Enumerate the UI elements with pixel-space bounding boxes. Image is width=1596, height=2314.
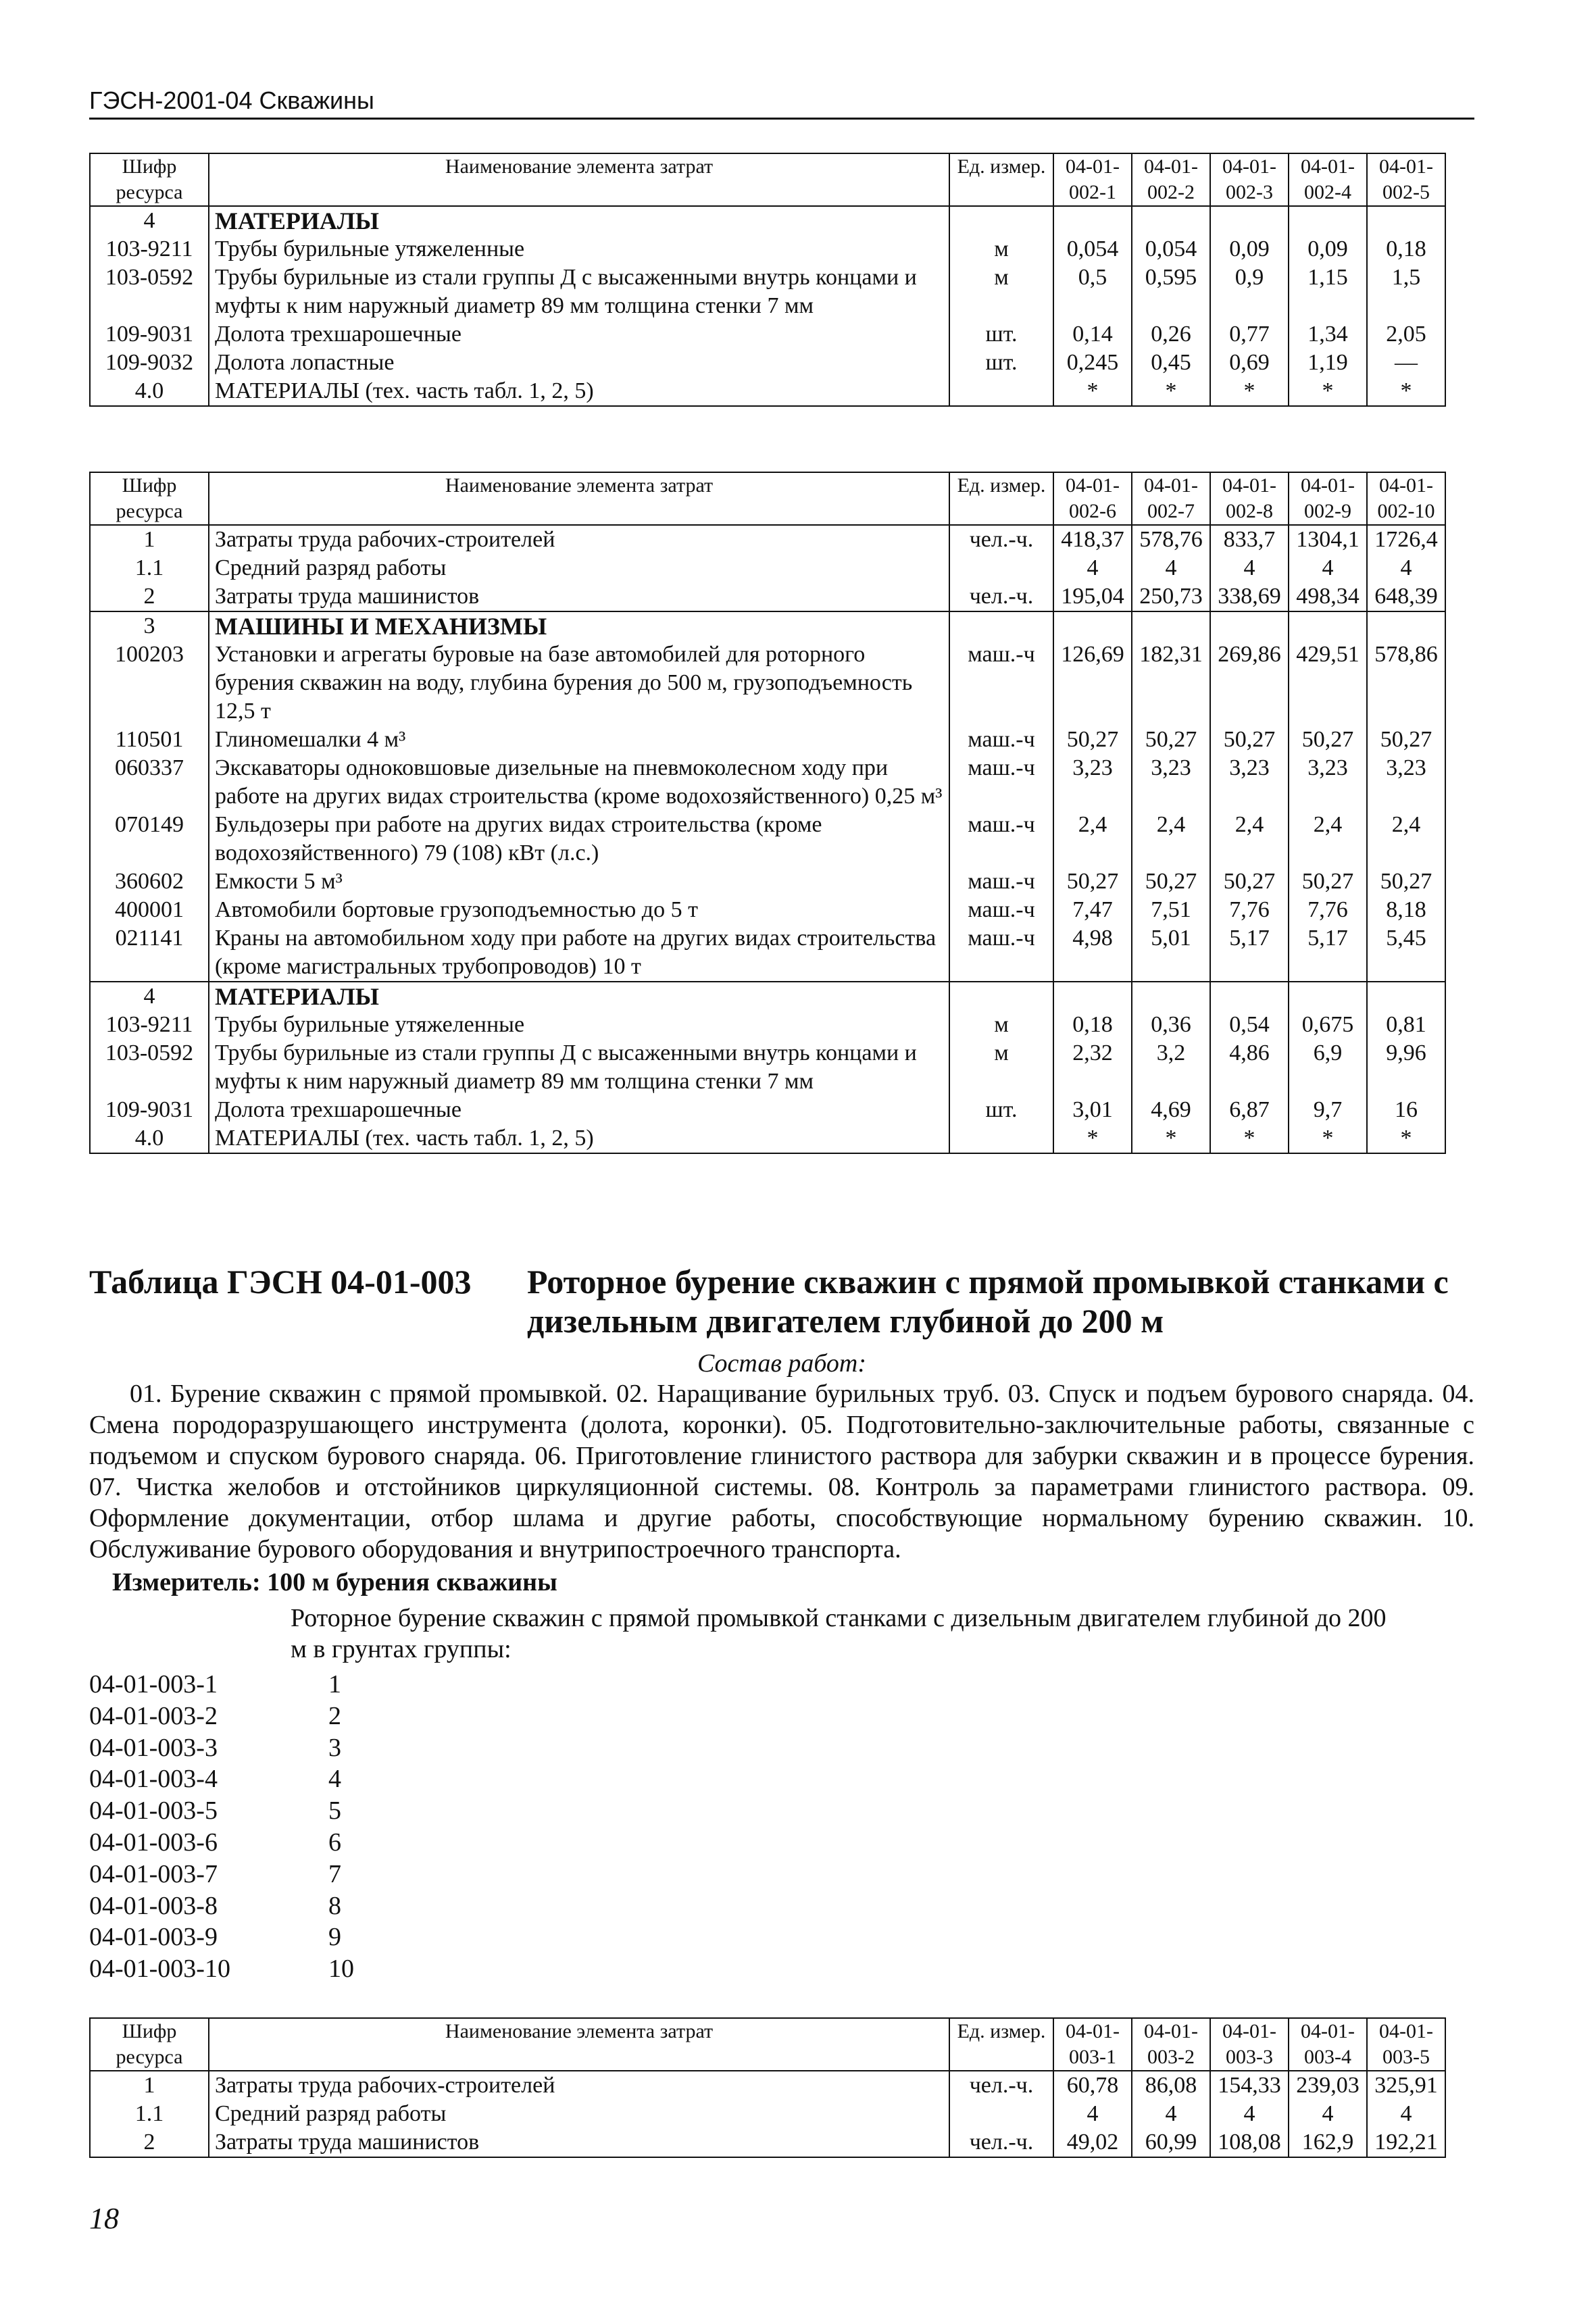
resource-name: Долота трехшарошечные bbox=[209, 1096, 949, 1124]
value-cell: * bbox=[1132, 1124, 1210, 1153]
value-cell: * bbox=[1132, 377, 1210, 406]
resource-code: 103-0592 bbox=[90, 263, 209, 320]
resource-name: МАШИНЫ И МЕХАНИЗМЫ bbox=[209, 611, 949, 640]
col-header-code: Шифр ресурса bbox=[90, 153, 209, 206]
norm-code: 04-01-003-2 bbox=[89, 1701, 218, 1730]
col-header-norm: 04-01-003-2 bbox=[1132, 2018, 1210, 2071]
resource-code: 3 bbox=[90, 611, 209, 640]
soil-group: 7 bbox=[328, 1859, 341, 1888]
value-cell: 5,01 bbox=[1132, 924, 1210, 982]
value-cell: 50,27 bbox=[1210, 726, 1289, 754]
value-cell bbox=[1053, 206, 1132, 235]
value-cell bbox=[1053, 611, 1132, 640]
col-header-norm: 04-01-002-10 bbox=[1367, 472, 1445, 525]
unit-cell: шт. bbox=[949, 349, 1053, 377]
unit-cell: маш.-ч bbox=[949, 811, 1053, 867]
resource-code: 103-9211 bbox=[90, 235, 209, 263]
value-cell bbox=[1289, 206, 1367, 235]
value-cell: 3,01 bbox=[1053, 1096, 1132, 1124]
value-cell: 195,04 bbox=[1053, 582, 1132, 611]
value-cell: 325,91 bbox=[1367, 2071, 1445, 2100]
unit-cell: маш.-ч bbox=[949, 924, 1053, 982]
value-cell: 16 bbox=[1367, 1096, 1445, 1124]
col-header-norm: 04-01-002-2 bbox=[1132, 153, 1210, 206]
work-composition-text: 01. Бурение скважин с прямой промывкой. 02. Наращивание бурильных труб. 03. Спуск и подъем бурового снаряда. 04. Смена породоразрушающего инструмента (долота, коронки). 05. Подготовительно-заключительные работы, связанные с подъемом и спуском бурового снаряда. 06. Приготовление глинистого раствора для забурки скважин и в процессе бурения. 07. Чистка желобов и отстойников циркуляционной системы. 08. Контроль за параметрами глинистого раствора. 09. Оформление документации, отбор шлама и другие работы, способствующие нормальному бурению скважин. 10. Обслуживание бурового оборудования и внутрипостроечного транспорта. bbox=[89, 1380, 1474, 1563]
col-header-norm: 04-01-002-8 bbox=[1210, 472, 1289, 525]
value-cell: 0,45 bbox=[1132, 349, 1210, 377]
resource-name: Трубы бурильные из стали группы Д с высаженными внутрь концами и муфты к ним наружный диаметр 89 мм толщина стенки 7 мм bbox=[209, 1039, 949, 1096]
value-cell: 0,5 bbox=[1053, 263, 1132, 320]
value-cell: 0,14 bbox=[1053, 320, 1132, 349]
col-header-norm: 04-01-003-3 bbox=[1210, 2018, 1289, 2071]
code-list-item bbox=[89, 1859, 354, 1890]
soil-group: 5 bbox=[328, 1796, 341, 1826]
value-cell: 6,9 bbox=[1289, 1039, 1367, 1096]
col-header-unit: Ед. измер. bbox=[949, 2018, 1053, 2071]
value-cell: 1,34 bbox=[1289, 320, 1367, 349]
resource-code: 1.1 bbox=[90, 2100, 209, 2128]
resource-code: 103-9211 bbox=[90, 1011, 209, 1039]
soil-group: 6 bbox=[328, 1828, 341, 1857]
resource-name: Емкости 5 м³ bbox=[209, 867, 949, 896]
soil-group: 2 bbox=[328, 1701, 341, 1730]
norm-code: 04-01-003-3 bbox=[89, 1733, 218, 1762]
value-cell bbox=[1132, 611, 1210, 640]
value-cell: 498,34 bbox=[1289, 582, 1367, 611]
col-header-norm: 04-01-002-6 bbox=[1053, 472, 1132, 525]
value-cell bbox=[1289, 611, 1367, 640]
unit-cell: маш.-ч bbox=[949, 726, 1053, 754]
value-cell: 239,03 bbox=[1289, 2071, 1367, 2100]
value-cell: * bbox=[1367, 1124, 1445, 1153]
unit-cell: маш.-ч bbox=[949, 867, 1053, 896]
value-cell bbox=[1367, 982, 1445, 1011]
col-header-norm: 04-01-002-5 bbox=[1367, 153, 1445, 206]
soil-group: 3 bbox=[328, 1733, 341, 1762]
col-header-code: Шифр ресурса bbox=[90, 472, 209, 525]
value-cell: 648,39 bbox=[1367, 582, 1445, 611]
value-cell: 0,26 bbox=[1132, 320, 1210, 349]
meter-line bbox=[112, 1567, 557, 1597]
resource-name: Долота лопастные bbox=[209, 349, 949, 377]
code-list-item bbox=[89, 1732, 354, 1764]
value-cell: 4 bbox=[1053, 554, 1132, 582]
resource-code: 400001 bbox=[90, 896, 209, 924]
table-row bbox=[90, 2071, 1445, 2100]
value-cell: 108,08 bbox=[1210, 2128, 1289, 2157]
value-cell: 5,17 bbox=[1210, 924, 1289, 982]
resource-name: МАТЕРИАЛЫ bbox=[209, 982, 949, 1011]
resource-code: 4 bbox=[90, 206, 209, 235]
resource-table-002-6-10 bbox=[89, 472, 1446, 1154]
unit-cell bbox=[949, 982, 1053, 1011]
value-cell: 50,27 bbox=[1132, 867, 1210, 896]
resource-name: Трубы бурильные утяжеленные bbox=[209, 235, 949, 263]
value-cell: 7,51 bbox=[1132, 896, 1210, 924]
table-row bbox=[90, 235, 1445, 263]
table-row bbox=[90, 867, 1445, 896]
table-row bbox=[90, 377, 1445, 406]
norm-code: 04-01-003-7 bbox=[89, 1859, 218, 1888]
value-cell: 2,32 bbox=[1053, 1039, 1132, 1096]
resource-name: Глиномешалки 4 м³ bbox=[209, 726, 949, 754]
col-header-name: Наименование элемента затрат bbox=[209, 472, 949, 525]
value-cell: 4 bbox=[1210, 554, 1289, 582]
resource-code: 109-9032 bbox=[90, 349, 209, 377]
unit-cell: шт. bbox=[949, 1096, 1053, 1124]
value-cell: 2,05 bbox=[1367, 320, 1445, 349]
unit-cell: чел.-ч. bbox=[949, 525, 1053, 554]
resource-code: 4 bbox=[90, 982, 209, 1011]
unit-cell bbox=[949, 554, 1053, 582]
table-row bbox=[90, 1124, 1445, 1153]
value-cell: 4 bbox=[1367, 2100, 1445, 2128]
value-cell: 429,51 bbox=[1289, 640, 1367, 726]
value-cell: 1,5 bbox=[1367, 263, 1445, 320]
value-cell: * bbox=[1210, 377, 1289, 406]
resource-code: 103-0592 bbox=[90, 1039, 209, 1096]
norm-code: 04-01-003-8 bbox=[89, 1891, 218, 1920]
value-cell: 3,2 bbox=[1132, 1039, 1210, 1096]
value-cell: 4 bbox=[1132, 2100, 1210, 2128]
value-cell: 2,4 bbox=[1210, 811, 1289, 867]
resource-name: Средний разряд работы bbox=[209, 2100, 949, 2128]
value-cell: 4 bbox=[1367, 554, 1445, 582]
table-row bbox=[90, 896, 1445, 924]
unit-cell: м bbox=[949, 235, 1053, 263]
code-list-item bbox=[89, 1701, 354, 1732]
col-header-norm: 04-01-002-3 bbox=[1210, 153, 1289, 206]
col-header-norm: 04-01-002-9 bbox=[1289, 472, 1367, 525]
value-cell: 192,21 bbox=[1367, 2128, 1445, 2157]
resource-name: МАТЕРИАЛЫ bbox=[209, 206, 949, 235]
value-cell: 0,09 bbox=[1289, 235, 1367, 263]
value-cell: 0,054 bbox=[1053, 235, 1132, 263]
meter-value: 100 м бурения скважины bbox=[267, 1568, 557, 1596]
value-cell: 2,4 bbox=[1053, 811, 1132, 867]
table-row bbox=[90, 982, 1445, 1011]
resource-name: Автомобили бортовые грузоподъемностью до 5 т bbox=[209, 896, 949, 924]
col-header-unit: Ед. измер. bbox=[949, 153, 1053, 206]
value-cell: 126,69 bbox=[1053, 640, 1132, 726]
value-cell: 4 bbox=[1210, 2100, 1289, 2128]
value-cell: 50,27 bbox=[1289, 867, 1367, 896]
col-header-name: Наименование элемента затрат bbox=[209, 153, 949, 206]
value-cell: 162,9 bbox=[1289, 2128, 1367, 2157]
value-cell: 9,7 bbox=[1289, 1096, 1367, 1124]
soil-group: 8 bbox=[328, 1891, 341, 1920]
value-cell: 0,77 bbox=[1210, 320, 1289, 349]
code-list-item bbox=[89, 1669, 354, 1701]
col-header-norm: 04-01-002-7 bbox=[1132, 472, 1210, 525]
value-cell: 1,15 bbox=[1289, 263, 1367, 320]
table-header-row bbox=[90, 153, 1445, 206]
value-cell: 60,78 bbox=[1053, 2071, 1132, 2100]
table-row bbox=[90, 1011, 1445, 1039]
resource-code: 110501 bbox=[90, 726, 209, 754]
code-list-item bbox=[89, 1795, 354, 1827]
value-cell bbox=[1132, 206, 1210, 235]
table-row bbox=[90, 924, 1445, 982]
table-header-row bbox=[90, 472, 1445, 525]
value-cell: 2,4 bbox=[1289, 811, 1367, 867]
value-cell: 0,54 bbox=[1210, 1011, 1289, 1039]
value-cell bbox=[1289, 982, 1367, 1011]
resource-code: 360602 bbox=[90, 867, 209, 896]
value-cell: 4,86 bbox=[1210, 1039, 1289, 1096]
table-row bbox=[90, 640, 1445, 726]
resource-name: Затраты труда рабочих-строителей bbox=[209, 2071, 949, 2100]
value-cell: 50,27 bbox=[1289, 726, 1367, 754]
table-row bbox=[90, 582, 1445, 611]
col-header-name: Наименование элемента затрат bbox=[209, 2018, 949, 2071]
value-cell: 0,36 bbox=[1132, 1011, 1210, 1039]
value-cell: 578,86 bbox=[1367, 640, 1445, 726]
resource-table-002-1-5 bbox=[89, 153, 1446, 407]
value-cell: 50,27 bbox=[1132, 726, 1210, 754]
resource-name: Затраты труда рабочих-строителей bbox=[209, 525, 949, 554]
value-cell: 6,87 bbox=[1210, 1096, 1289, 1124]
value-cell: 3,23 bbox=[1132, 754, 1210, 811]
table-row bbox=[90, 611, 1445, 640]
soil-group: 4 bbox=[328, 1765, 341, 1794]
table-header-row bbox=[90, 2018, 1445, 2071]
col-header-code: Шифр ресурса bbox=[90, 2018, 209, 2071]
value-cell bbox=[1210, 206, 1289, 235]
value-cell: 338,69 bbox=[1210, 582, 1289, 611]
value-cell: 0,18 bbox=[1053, 1011, 1132, 1039]
value-cell bbox=[1210, 982, 1289, 1011]
value-cell: 182,31 bbox=[1132, 640, 1210, 726]
unit-cell: чел.-ч. bbox=[949, 582, 1053, 611]
value-cell: 0,09 bbox=[1210, 235, 1289, 263]
value-cell: 3,23 bbox=[1367, 754, 1445, 811]
resource-name: Бульдозеры при работе на других видах строительства (кроме водохозяйственного) 79 (108) кВт (л.с.) bbox=[209, 811, 949, 867]
table-row bbox=[90, 726, 1445, 754]
resource-name: Долота трехшарошечные bbox=[209, 320, 949, 349]
value-cell: 833,7 bbox=[1210, 525, 1289, 554]
resource-name: Затраты труда машинистов bbox=[209, 2128, 949, 2157]
value-cell bbox=[1367, 611, 1445, 640]
code-list-item bbox=[89, 1890, 354, 1922]
value-cell: 4,98 bbox=[1053, 924, 1132, 982]
col-header-norm: 04-01-003-5 bbox=[1367, 2018, 1445, 2071]
resource-code: 109-9031 bbox=[90, 320, 209, 349]
value-cell: 7,76 bbox=[1289, 896, 1367, 924]
resource-code: 070149 bbox=[90, 811, 209, 867]
value-cell: 3,23 bbox=[1289, 754, 1367, 811]
table-row bbox=[90, 349, 1445, 377]
norm-code: 04-01-003-4 bbox=[89, 1765, 218, 1794]
table-row bbox=[90, 554, 1445, 582]
norm-code: 04-01-003-1 bbox=[89, 1670, 218, 1699]
soil-group: 9 bbox=[328, 1923, 341, 1952]
col-header-norm: 04-01-003-4 bbox=[1289, 2018, 1367, 2071]
value-cell: 8,18 bbox=[1367, 896, 1445, 924]
value-cell: 3,23 bbox=[1053, 754, 1132, 811]
value-cell: 1304,1 bbox=[1289, 525, 1367, 554]
col-header-norm: 04-01-003-1 bbox=[1053, 2018, 1132, 2071]
value-cell: 7,47 bbox=[1053, 896, 1132, 924]
value-cell: 49,02 bbox=[1053, 2128, 1132, 2157]
value-cell: * bbox=[1210, 1124, 1289, 1153]
value-cell: 269,86 bbox=[1210, 640, 1289, 726]
value-cell: 4 bbox=[1289, 554, 1367, 582]
value-cell: 1726,4 bbox=[1367, 525, 1445, 554]
unit-cell: маш.-ч bbox=[949, 640, 1053, 726]
unit-cell bbox=[949, 206, 1053, 235]
norm-code: 04-01-003-10 bbox=[89, 1955, 230, 1984]
value-cell: * bbox=[1053, 1124, 1132, 1153]
unit-cell: шт. bbox=[949, 320, 1053, 349]
value-cell: 3,23 bbox=[1210, 754, 1289, 811]
value-cell: 50,27 bbox=[1367, 726, 1445, 754]
table-row bbox=[90, 2100, 1445, 2128]
meter-label: Измеритель: bbox=[112, 1568, 261, 1596]
unit-cell: маш.-ч bbox=[949, 754, 1053, 811]
value-cell: 1,19 bbox=[1289, 349, 1367, 377]
value-cell bbox=[1367, 206, 1445, 235]
soil-group: 1 bbox=[328, 1670, 341, 1699]
running-header: ГЭСН-2001-04 Скважины bbox=[89, 86, 1474, 120]
resource-name: МАТЕРИАЛЫ (тех. часть табл. 1, 2, 5) bbox=[209, 1124, 949, 1153]
value-cell: 250,73 bbox=[1132, 582, 1210, 611]
unit-cell: м bbox=[949, 1039, 1053, 1096]
value-cell: 4,69 bbox=[1132, 1096, 1210, 1124]
resource-code: 4.0 bbox=[90, 377, 209, 406]
value-cell: 154,33 bbox=[1210, 2071, 1289, 2100]
table-row bbox=[90, 525, 1445, 554]
value-cell: 7,76 bbox=[1210, 896, 1289, 924]
value-cell bbox=[1053, 982, 1132, 1011]
resource-code: 2 bbox=[90, 582, 209, 611]
value-cell: 2,4 bbox=[1367, 811, 1445, 867]
value-cell: 4 bbox=[1132, 554, 1210, 582]
resource-name: Трубы бурильные из стали группы Д с высаженными внутрь концами и муфты к ним наружный диаметр 89 мм толщина стенки 7 мм bbox=[209, 263, 949, 320]
table-row bbox=[90, 320, 1445, 349]
value-cell: 60,99 bbox=[1132, 2128, 1210, 2157]
value-cell: — bbox=[1367, 349, 1445, 377]
resource-name: Краны на автомобильном ходу при работе на других видах строительства (кроме магистральных трубопроводов) 10 т bbox=[209, 924, 949, 982]
value-cell: 0,675 bbox=[1289, 1011, 1367, 1039]
code-list-item bbox=[89, 1827, 354, 1859]
resource-code: 021141 bbox=[90, 924, 209, 982]
value-cell: 50,27 bbox=[1053, 726, 1132, 754]
resource-code: 1.1 bbox=[90, 554, 209, 582]
value-cell: 418,37 bbox=[1053, 525, 1132, 554]
table-row bbox=[90, 263, 1445, 320]
value-cell: 86,08 bbox=[1132, 2071, 1210, 2100]
norm-code: 04-01-003-9 bbox=[89, 1923, 218, 1952]
resource-code: 2 bbox=[90, 2128, 209, 2157]
value-cell: 5,45 bbox=[1367, 924, 1445, 982]
value-cell: 0,18 bbox=[1367, 235, 1445, 263]
code-list-item bbox=[89, 1953, 354, 1985]
unit-cell bbox=[949, 377, 1053, 406]
unit-cell: м bbox=[949, 263, 1053, 320]
table-heading: Роторное бурение скважин с прямой промывкой станками с дизельным двигателем глубиной до 200 м bbox=[527, 1263, 1449, 1340]
table-number-title: Таблица ГЭСН 04-01-003 bbox=[89, 1263, 472, 1301]
value-cell: 0,9 bbox=[1210, 263, 1289, 320]
resource-code: 4.0 bbox=[90, 1124, 209, 1153]
value-cell: 0,81 bbox=[1367, 1011, 1445, 1039]
value-cell: * bbox=[1289, 1124, 1367, 1153]
unit-cell: чел.-ч. bbox=[949, 2128, 1053, 2157]
table-row bbox=[90, 1039, 1445, 1096]
value-cell: * bbox=[1367, 377, 1445, 406]
value-cell: 2,4 bbox=[1132, 811, 1210, 867]
value-cell: 0,054 bbox=[1132, 235, 1210, 263]
resource-code: 1 bbox=[90, 525, 209, 554]
unit-cell bbox=[949, 1124, 1053, 1153]
value-cell: 0,245 bbox=[1053, 349, 1132, 377]
value-cell: 4 bbox=[1053, 2100, 1132, 2128]
resource-name: Трубы бурильные утяжеленные bbox=[209, 1011, 949, 1039]
work-composition-label: Состав работ: bbox=[697, 1349, 867, 1378]
resource-table-003-1-5 bbox=[89, 2017, 1446, 2158]
resource-name: МАТЕРИАЛЫ (тех. часть табл. 1, 2, 5) bbox=[209, 377, 949, 406]
value-cell: * bbox=[1289, 377, 1367, 406]
resource-code: 1 bbox=[90, 2071, 209, 2100]
value-cell: 578,76 bbox=[1132, 525, 1210, 554]
value-cell bbox=[1132, 982, 1210, 1011]
value-cell: 50,27 bbox=[1210, 867, 1289, 896]
resource-name: Установки и агрегаты буровые на базе автомобилей для роторного бурения скважин на воду, глубина бурения до 500 м, грузоподъемность 12,5 т bbox=[209, 640, 949, 726]
norm-code: 04-01-003-6 bbox=[89, 1828, 218, 1857]
resource-code: 060337 bbox=[90, 754, 209, 811]
col-header-norm: 04-01-002-4 bbox=[1289, 153, 1367, 206]
table-row bbox=[90, 206, 1445, 235]
value-cell: 0,69 bbox=[1210, 349, 1289, 377]
resource-name: Средний разряд работы bbox=[209, 554, 949, 582]
value-cell: 50,27 bbox=[1053, 867, 1132, 896]
value-cell: 0,595 bbox=[1132, 263, 1210, 320]
unit-cell bbox=[949, 2100, 1053, 2128]
resource-code: 100203 bbox=[90, 640, 209, 726]
table-row bbox=[90, 2128, 1445, 2157]
value-cell: 4 bbox=[1289, 2100, 1367, 2128]
code-list-item bbox=[89, 1763, 354, 1795]
resource-name: Затраты труда машинистов bbox=[209, 582, 949, 611]
unit-cell: маш.-ч bbox=[949, 896, 1053, 924]
resource-code: 109-9031 bbox=[90, 1096, 209, 1124]
table-row bbox=[90, 754, 1445, 811]
col-header-norm: 04-01-002-1 bbox=[1053, 153, 1132, 206]
page-number: 18 bbox=[89, 2202, 119, 2235]
table-row bbox=[90, 1096, 1445, 1124]
resource-name: Экскаваторы одноковшовые дизельные на пневмоколесном ходу при работе на других видах строительства (кроме водохозяйственного) 0,25 м³ bbox=[209, 754, 949, 811]
code-list-item bbox=[89, 1921, 354, 1953]
soil-group: 10 bbox=[328, 1955, 354, 1984]
table-row bbox=[90, 811, 1445, 867]
unit-cell: чел.-ч. bbox=[949, 2071, 1053, 2100]
norm-description: Роторное бурение скважин с прямой промывкой станками с дизельным двигателем глубиной до 200 м в грунтах группы: bbox=[291, 1604, 1387, 1663]
value-cell: 5,17 bbox=[1289, 924, 1367, 982]
value-cell: 9,96 bbox=[1367, 1039, 1445, 1096]
value-cell: * bbox=[1053, 377, 1132, 406]
norm-code: 04-01-003-5 bbox=[89, 1796, 218, 1826]
unit-cell: м bbox=[949, 1011, 1053, 1039]
value-cell bbox=[1210, 611, 1289, 640]
norm-code-list bbox=[89, 1669, 354, 1985]
value-cell: 50,27 bbox=[1367, 867, 1445, 896]
col-header-unit: Ед. измер. bbox=[949, 472, 1053, 525]
unit-cell bbox=[949, 611, 1053, 640]
